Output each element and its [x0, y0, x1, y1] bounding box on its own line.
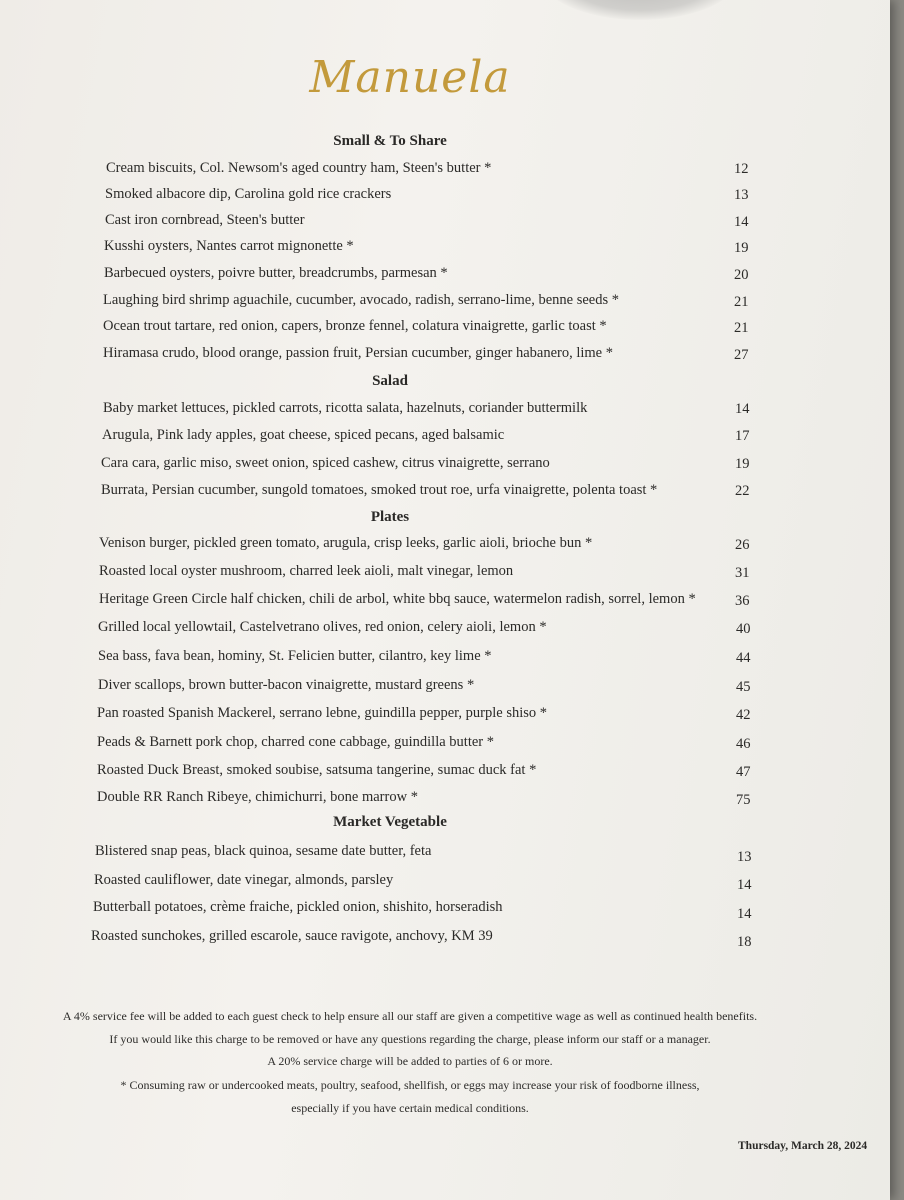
- menu-item-name: Butterball potatoes, crème fraiche, pickled onion, shishito, horseradish: [93, 899, 503, 915]
- restaurant-logo-title: Manuela: [309, 52, 511, 103]
- menu-item-name: Smoked albacore dip, Carolina gold rice crackers: [105, 186, 392, 202]
- raw-food-warning: * Consuming raw or undercooked meats, poultry, seafood, shellfish, or eggs may increase your risk of foodborne illness,: [120, 1078, 700, 1092]
- plate-shadow: [540, 0, 740, 20]
- service-fee-note: A 4% service fee will be added to each guest check to help ensure all our staff are given a competitive wage as well as continued health benefits.: [62, 1009, 758, 1023]
- menu-item-name: Roasted sunchokes, grilled escarole, sauce ravigote, anchovy, KM 39: [91, 928, 493, 944]
- menu-item-price: 13: [737, 849, 752, 865]
- menu-item-name: Blistered snap peas, black quinoa, sesame date butter, feta: [95, 843, 432, 859]
- menu-item-name: Double RR Ranch Ribeye, chimichurri, bone marrow *: [97, 789, 418, 805]
- menu-item-price: 14: [737, 906, 752, 922]
- menu-item-price: 17: [735, 428, 750, 444]
- menu-item-price: 21: [734, 320, 749, 336]
- section-title-small-to-share: Small & To Share: [333, 133, 447, 149]
- menu-item-name: Ocean trout tartare, red onion, capers, bronze fennel, colatura vinaigrette, garlic toast *: [103, 318, 607, 334]
- menu-item-price: 14: [734, 214, 749, 230]
- menu-item-price: 14: [735, 401, 750, 417]
- menu-item-price: 42: [736, 707, 751, 723]
- service-fee-removal-note: If you would like this charge to be removed or have any questions regarding the charge, please inform our staff or a manager.: [109, 1032, 711, 1046]
- menu-item-name: Barbecued oysters, poivre butter, breadcrumbs, parmesan *: [104, 265, 448, 281]
- menu-item-price: 36: [735, 593, 750, 609]
- menu-item-price: 22: [735, 483, 750, 499]
- menu-item-price: 31: [735, 565, 750, 581]
- menu-item-price: 26: [735, 537, 750, 553]
- menu-item-price: 75: [736, 792, 751, 808]
- menu-item-price: 40: [736, 621, 751, 637]
- menu-item-name: Pan roasted Spanish Mackerel, serrano lebne, guindilla pepper, purple shiso *: [97, 705, 548, 721]
- menu-item-price: 14: [737, 877, 752, 893]
- menu-item-price: 44: [736, 650, 751, 666]
- menu-item-name: Cream biscuits, Col. Newsom's aged country ham, Steen's butter *: [106, 160, 492, 176]
- raw-food-warning-cont: especially if you have certain medical conditions.: [291, 1101, 529, 1115]
- menu-item-name: Venison burger, pickled green tomato, arugula, crisp leeks, garlic aioli, brioche bun *: [99, 535, 593, 551]
- menu-item-price: 12: [734, 161, 749, 177]
- section-title-salad: Salad: [372, 373, 408, 389]
- menu-item-name: Cara cara, garlic miso, sweet onion, spiced cashew, citrus vinaigrette, serrano: [101, 455, 550, 471]
- menu-item-name: Laughing bird shrimp aguachile, cucumber, avocado, radish, serrano-lime, benne seeds *: [103, 292, 620, 308]
- menu-item-price: 27: [734, 347, 749, 363]
- menu-item-name: Baby market lettuces, pickled carrots, ricotta salata, hazelnuts, coriander buttermilk: [103, 400, 588, 416]
- menu-item-price: 47: [736, 764, 751, 780]
- menu-item-name: Peads & Barnett pork chop, charred cone cabbage, guindilla butter *: [97, 734, 495, 750]
- menu-item-name: Hiramasa crudo, blood orange, passion fruit, Persian cucumber, ginger habanero, lime *: [103, 345, 613, 361]
- large-party-note: A 20% service charge will be added to parties of 6 or more.: [267, 1054, 553, 1068]
- menu-item-name: Burrata, Persian cucumber, sungold tomatoes, smoked trout roe, urfa vinaigrette, polenta toast *: [101, 482, 658, 498]
- section-title-plates: Plates: [370, 509, 410, 525]
- menu-item-name: Sea bass, fava bean, hominy, St. Felicien butter, cilantro, key lime *: [98, 648, 492, 664]
- menu-item-price: 46: [736, 736, 751, 752]
- section-title-market-vegetable: Market Vegetable: [333, 814, 447, 830]
- menu-item-price: 19: [735, 456, 750, 472]
- menu-item-name: Heritage Green Circle half chicken, chili de arbol, white bbq sauce, watermelon radish, sorrel, lemon *: [99, 591, 696, 607]
- menu-item-price: 19: [734, 240, 749, 256]
- menu-item-name: Roasted Duck Breast, smoked soubise, satsuma tangerine, sumac duck fat *: [97, 762, 537, 778]
- menu-item-price: 21: [734, 294, 749, 310]
- menu-item-name: Kusshi oysters, Nantes carrot mignonette *: [104, 238, 354, 254]
- menu-item-name: Diver scallops, brown butter-bacon vinaigrette, mustard greens *: [98, 677, 475, 693]
- menu-item-name: Roasted local oyster mushroom, charred leek aioli, malt vinegar, lemon: [99, 563, 514, 579]
- menu-item-price: 18: [737, 934, 752, 950]
- menu-date: Thursday, March 28, 2024: [738, 1140, 868, 1152]
- menu-item-name: Grilled local yellowtail, Castelvetrano olives, red onion, celery aioli, lemon *: [98, 619, 547, 635]
- menu-item-name: Cast iron cornbread, Steen's butter: [105, 212, 305, 228]
- menu-item-price: 13: [734, 187, 749, 203]
- menu-item-price: 20: [734, 267, 749, 283]
- menu-item-name: Arugula, Pink lady apples, goat cheese, spiced pecans, aged balsamic: [102, 427, 505, 443]
- menu-item-price: 45: [736, 679, 751, 695]
- menu-item-name: Roasted cauliflower, date vinegar, almonds, parsley: [94, 872, 394, 888]
